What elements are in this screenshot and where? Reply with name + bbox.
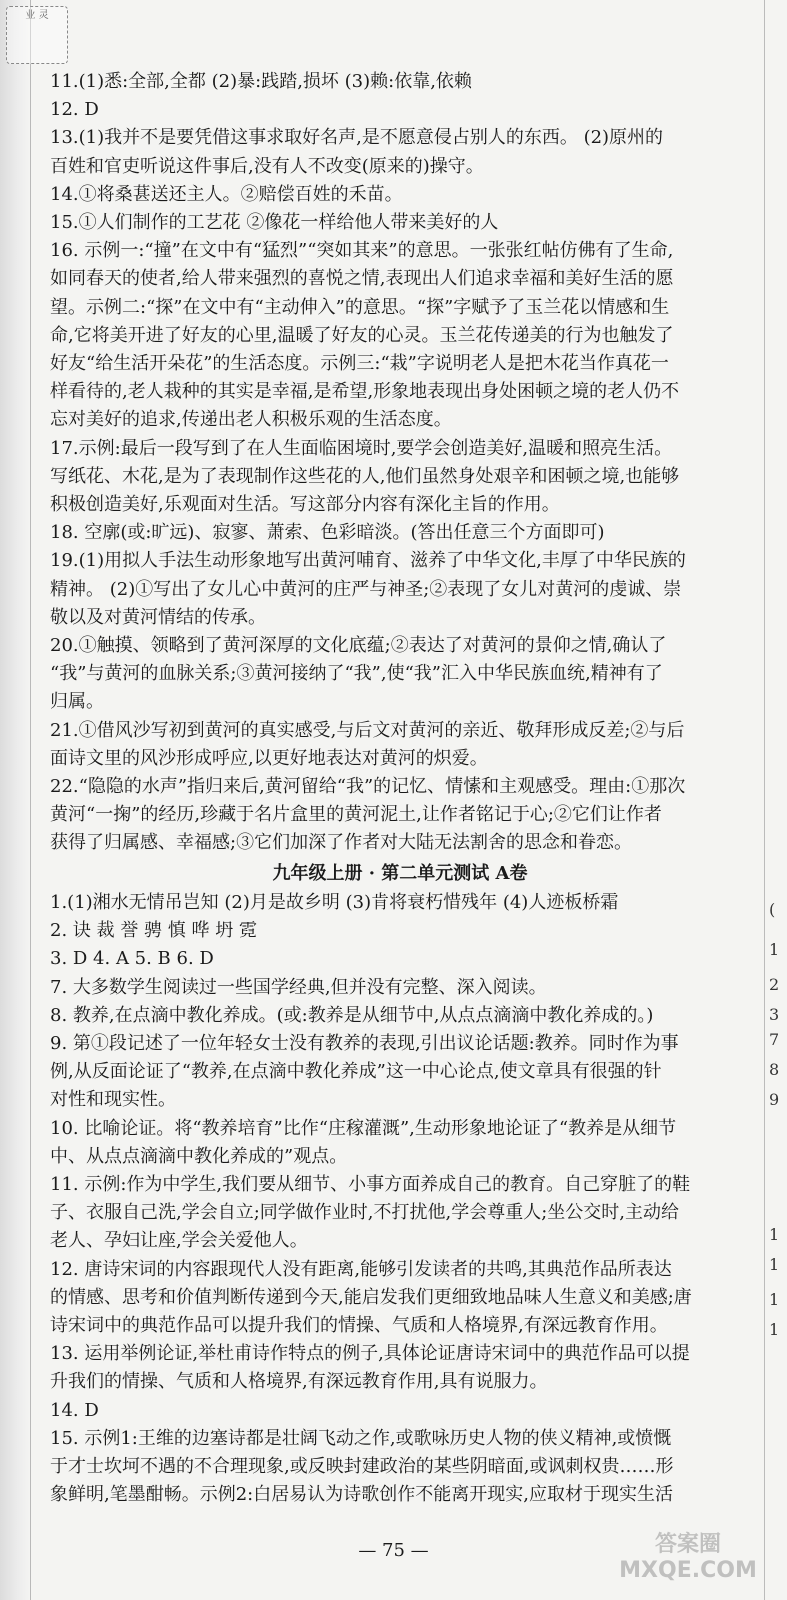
text-line: “我”与黄河的血脉关系;③黄河接纳了“我”,使“我”汇入中华民族血统,精神有了: [50, 663, 663, 685]
text-line: 对性和现实性。: [50, 1089, 176, 1111]
text-line: 命,它将美开进了好友的心里,温暖了好友的心灵。玉兰花传递美的行为也触发了: [50, 324, 674, 346]
text-line: 7. 大多数学生阅读过一些国学经典,但并没有完整、深入阅读。: [50, 976, 547, 998]
text-line: 望。示例二:“探”在文中有“主动伸入”的意思。“探”字赋予了玉兰花以情感和生: [50, 296, 670, 318]
text-line: 14. D: [50, 1399, 99, 1421]
text-line: 子、衣服自己洗,学会自立;同学做作业时,不打扰他,学会尊重人;坐公交时,主动给: [50, 1202, 680, 1224]
text-line: 8. 教养,在点滴中教化养成。(或:教养是从细节中,从点点滴滴中教化养成的。): [50, 1004, 654, 1026]
text-line: 15. 示例1:王维的边塞诗都是壮阔飞动之作,或歌咏历史人物的侠义精神,或愤慨: [50, 1427, 672, 1449]
text-line: 12. D: [50, 99, 99, 121]
text-line: 15.①人们制作的工艺花 ②像花一样给他人带来美好的人: [50, 212, 499, 234]
margin-char: 1: [769, 1255, 780, 1274]
text-line: 积极创造美好,乐观面对生活。写这部分内容有深化主旨的作用。: [50, 494, 560, 516]
text-line: 11.(1)悉:全部,全都 (2)暴:践踏,损坏 (3)赖:依靠,依赖: [50, 71, 472, 92]
text-line: 诗宋词中的典范作品可以提升我们的情操、气质和人格境界,有深远教育作用。: [50, 1314, 668, 1336]
text-line: 14.①将桑葚送还主人。②赔偿百姓的禾苗。: [50, 183, 403, 205]
binding-edge: [0, 0, 31, 1600]
text-line: 象鲜明,笔墨酣畅。示例2:白居易认为诗歌创作不能离开现实,应取材于现实生活: [50, 1484, 673, 1506]
margin-char: 1: [769, 1320, 780, 1339]
text-line: 11. 示例:作为中学生,我们要从细节、小事方面养成自己的教育。自己穿脏了的鞋: [50, 1173, 691, 1195]
margin-char: 8: [769, 1060, 780, 1079]
text-line: 2. 诀 裁 誉 骋 慎 哗 坍 霓: [50, 920, 257, 942]
text-line: 如同春天的使者,给人带来强烈的喜悦之情,表现出人们追求幸福和美好生活的愿: [50, 268, 674, 290]
text-line: 20.①触摸、领略到了黄河深厚的文化底蕴;②表达了对黄河的景仰之情,确认了: [50, 635, 667, 657]
text-line: 敬以及对黄河情结的传承。: [50, 606, 266, 628]
text-line: 16. 示例一:“撞”在文中有“猛烈”“突如其来”的意思。一张张红帖仿佛有了生命,: [50, 240, 674, 262]
text-line: 的情感、思考和价值判断传递到今天,能启发我们更细致地品味人生意义和美感;唐: [50, 1286, 692, 1308]
text-line: 9. 第①段记述了一位年轻女士没有教养的表现,引出议论话题:教养。同时作为事: [50, 1032, 679, 1054]
margin-char: (: [769, 900, 776, 919]
margin-char: 1: [769, 940, 780, 959]
page-number: — 75 —: [358, 1540, 429, 1561]
text-line: 19.(1)用拟人手法生动形象地写出黄河哺育、滋养了中华文化,丰厚了中华民族的: [50, 550, 686, 572]
text-line: 17.示例:最后一段写到了在人生面临困境时,要学会创造美好,温暖和照亮生活。: [50, 437, 673, 459]
text-line: 12. 唐诗宋词的内容跟现代人没有距离,能够引发读者的共鸣,其典范作品所表达: [50, 1258, 672, 1280]
answer-text-body: [50, 68, 750, 1509]
text-line: 22.“隐隐的水声”指归来后,黄河留给“我”的记忆、情愫和主观感受。理由:①那次: [50, 776, 686, 798]
watermark: 答案圈 MXQE.COM: [619, 1532, 757, 1583]
text-line: 获得了归属感、幸福感;③它们加深了作者对大陆无法割舍的思念和眷恋。: [50, 832, 633, 854]
text-line: 面诗文里的风沙形成呼应,以更好地表达对黄河的炽爱。: [50, 747, 488, 769]
text-line: 3. D 4. A 5. B 6. D: [50, 948, 214, 970]
text-line: 归属。: [50, 691, 104, 713]
text-line: 例,从反面论证了“教养,在点滴中教化养成”这一中心论点,使文章具有很强的针: [50, 1061, 662, 1083]
margin-char: 2: [769, 975, 780, 994]
text-line: 忘对美好的追求,传递出老人积极乐观的生活态度。: [50, 409, 452, 431]
text-line: 于才士坎坷不遇的不合理现象,或反映封建政治的某些阴暗面,或讽刺权贵……形: [50, 1455, 674, 1477]
text-line: 好友“给生活开朵花”的生活态度。示例三:“栽”字说明老人是把木花当作真花一: [50, 353, 669, 375]
text-line: 1.(1)湘水无情吊岂知 (2)月是故乡明 (3)肯将衰朽惜残年 (4)人迹板桥霜: [50, 891, 619, 913]
margin-char: 1: [769, 1225, 780, 1244]
text-line: 黄河“一掬”的经历,珍藏于名片盒里的黄河泥土,让作者铭记于心;②它们让作者: [50, 804, 662, 826]
margin-char: 3: [769, 1005, 780, 1024]
margin-char: 9: [769, 1090, 780, 1109]
text-line: 13. 运用举例论证,举杜甫诗作特点的例子,具体论证唐诗宋词中的典范作品可以提: [50, 1343, 690, 1365]
text-line: 13.(1)我并不是要凭借这事求取好名声,是不愿意侵占别人的东西。 (2)原州的: [50, 127, 664, 149]
text-line: 写纸花、木花,是为了表现制作这些花的人,他们虽然身处艰辛和困顿之境,也能够: [50, 465, 680, 487]
stamp-seal: 业 灵: [6, 6, 68, 64]
text-line: 21.①借风沙写初到黄河的真实感受,与后文对黄河的亲近、敬拜形成反差;②与后: [50, 719, 685, 741]
margin-char: 7: [769, 1030, 780, 1049]
text-line: 样看待的,老人栽种的其实是幸福,是希望,形象地表现出身处困顿之境的老人仍不: [50, 381, 680, 403]
section-title: 九年级上册 · 第二单元测试 A卷: [272, 862, 528, 884]
text-line: 百姓和官吏听说这件事后,没有人不改变(原来的)操守。: [50, 155, 484, 177]
right-margin-strip: [764, 0, 787, 1600]
text-line: 老人、孕妇让座,学会关爱他人。: [50, 1230, 308, 1252]
text-line: 18. 空廓(或:旷远)、寂寥、萧索、色彩暗淡。(答出任意三个方面即可): [50, 522, 605, 544]
margin-char: 1: [769, 1290, 780, 1309]
text-line: 10. 比喻论证。将“教养培育”比作“庄稼灌溉”,生动形象地论证了“教养是从细节: [50, 1117, 677, 1139]
text-line: 中、从点点滴滴中教化养成的”观点。: [50, 1145, 348, 1167]
text-line: 精神。 (2)①写出了女儿心中黄河的庄严与神圣;②表现了女儿对黄河的虔诚、崇: [50, 578, 682, 600]
text-line: 升我们的情操、气质和人格境界,有深远教育作用,具有说服力。: [50, 1371, 548, 1393]
